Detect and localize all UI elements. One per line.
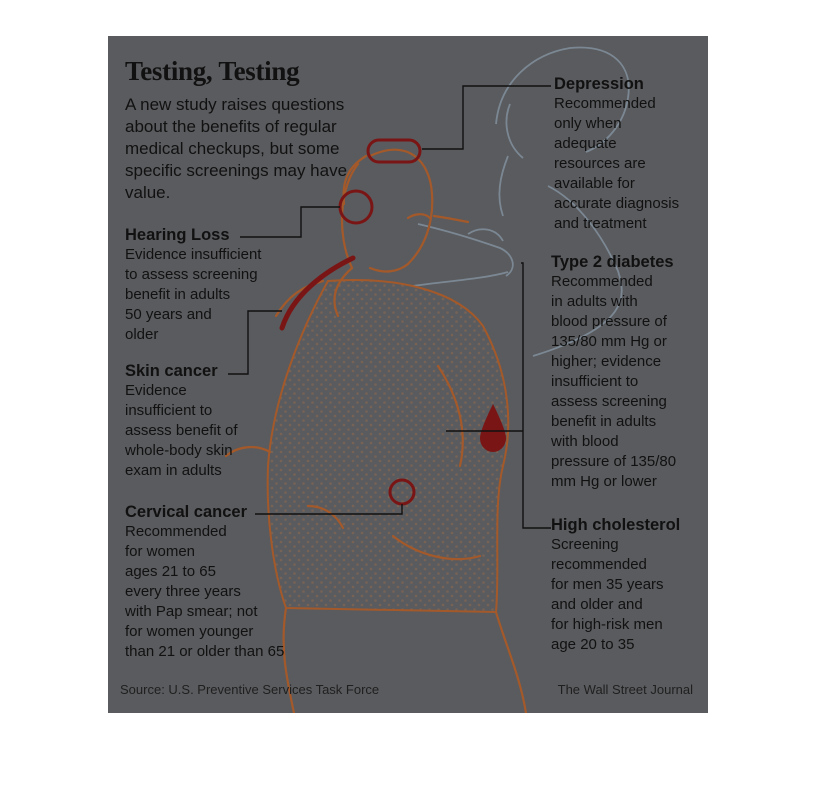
cervical-cancer-heading: Cervical cancer: [125, 503, 248, 521]
text-line: with blood: [551, 433, 619, 450]
text-line: only when: [554, 115, 622, 132]
text-line: 50 years and: [125, 306, 212, 323]
text-line: for women younger: [125, 623, 254, 640]
high-cholesterol-heading: High cholesterol: [551, 516, 681, 534]
page-title: Testing, Testing: [125, 56, 300, 86]
depression-body: [554, 94, 679, 234]
high-cholesterol-section: [551, 516, 680, 655]
text-line: blood pressure of: [551, 313, 667, 330]
text-line: and older and: [551, 596, 643, 613]
text-line: Recommended: [554, 95, 656, 112]
text-line: mm Hg or lower: [551, 473, 657, 490]
source-note: Source: U.S. Preventive Services Task Force: [120, 682, 380, 697]
depression-heading: Depression: [554, 75, 644, 93]
text-line: benefit in adults: [125, 286, 231, 303]
depression-section: [554, 75, 679, 234]
skin-cancer-body: [125, 381, 238, 481]
hearing-loss-heading: Hearing Loss: [125, 226, 230, 244]
text-line: Recommended: [125, 523, 227, 540]
infographic-panel: [108, 36, 708, 713]
text-line: assess benefit of: [125, 422, 238, 439]
text-line: Screening: [551, 536, 619, 553]
skin-cancer-heading: Skin cancer: [125, 362, 218, 380]
hearing-loss-section: [125, 226, 261, 345]
text-line: with Pap smear; not: [125, 603, 258, 620]
text-line: benefit in adults: [551, 413, 657, 430]
text-line: in adults with: [551, 293, 638, 310]
text-line: for high-risk men: [551, 616, 663, 633]
text-line: exam in adults: [125, 462, 222, 479]
hearing-loss-body: [125, 245, 261, 345]
text-line: for women: [125, 543, 196, 560]
text-line: for men 35 years: [551, 576, 664, 593]
cervical-cancer-section: [125, 503, 284, 662]
type2-diabetes-body: [551, 272, 676, 492]
text-line: whole-body skin: [125, 442, 233, 459]
text-line: available for: [554, 175, 635, 192]
page-subtitle: A new study raises questions about the benefits of regular medical checkups, but some specific screenings may have value.: [125, 95, 348, 202]
text-line: insufficient to: [125, 402, 213, 419]
text-line: older: [125, 326, 159, 343]
type2-diabetes-heading: Type 2 diabetes: [551, 253, 674, 271]
text-line: assess screening: [551, 393, 667, 410]
text-line: insufficient to: [551, 373, 639, 390]
text-line: pressure of 135/80: [551, 453, 677, 470]
cervical-cancer-body: [125, 522, 284, 662]
text-line: resources are: [554, 155, 646, 172]
text-line: to assess screening: [125, 266, 258, 283]
text-line: than 21 or older than 65: [125, 643, 285, 660]
text-line: 135/80 mm Hg or: [551, 333, 667, 350]
text-line: age 20 to 35: [551, 636, 635, 653]
high-cholesterol-body: [551, 535, 680, 655]
gown: [268, 280, 509, 612]
text-line: Evidence: [125, 382, 187, 399]
type2-diabetes-section: [551, 253, 676, 492]
text-line: adequate: [554, 135, 617, 152]
text-line: higher; evidence: [551, 353, 662, 370]
text-line: Recommended: [551, 273, 653, 290]
text-line: ages 21 to 65: [125, 563, 216, 580]
publisher-credit: The Wall Street Journal: [557, 682, 693, 697]
text-line: every three years: [125, 583, 241, 600]
skin-cancer-section: [125, 362, 238, 481]
text-line: recommended: [551, 556, 647, 573]
text-line: Evidence insufficient: [125, 246, 262, 263]
text-line: and treatment: [554, 215, 647, 232]
text-line: accurate diagnosis: [554, 195, 680, 212]
